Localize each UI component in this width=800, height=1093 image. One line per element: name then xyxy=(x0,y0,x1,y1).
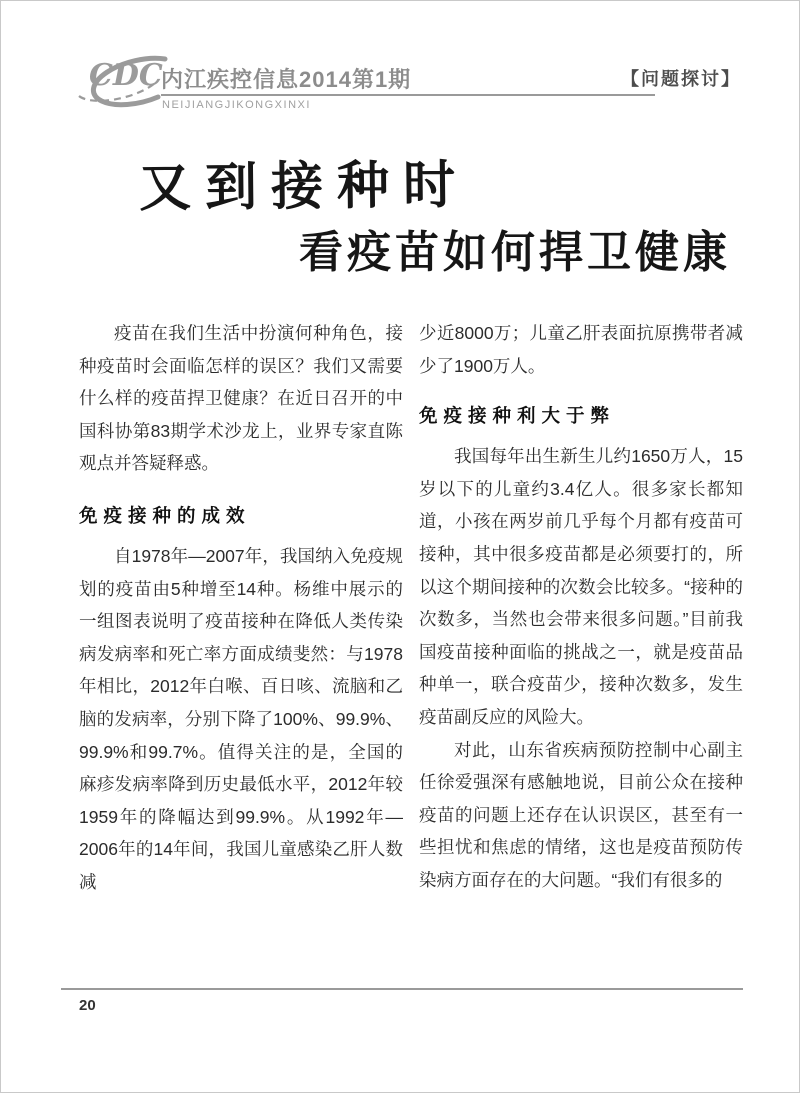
logo-text: CDC xyxy=(89,58,163,93)
article-title-line2: 看疫苗如何捍卫健康 xyxy=(299,227,731,278)
paragraph-intro: 疫苗在我们生活中扮演何种角色，接种疫苗时会面临怎样的误区？我们又需要什么样的疫苗捍卫健康？在近日召开的中国科协第83期学术沙龙上，业界专家直陈观点并答疑释惑。 xyxy=(79,323,403,474)
section-heading-results: 免疫接种的成效 xyxy=(79,504,251,526)
bulletin-subtitle: NEIJIANGJIKONGXINXI xyxy=(162,99,311,111)
masthead-rule xyxy=(161,94,655,96)
left-column xyxy=(79,317,403,899)
page-number: 20 xyxy=(79,997,96,1014)
section-label: 【问题探讨】 xyxy=(621,69,741,89)
paragraph-continuation: 少近8000万；儿童乙肝表面抗原携带者减少了1900万人。 xyxy=(419,323,743,376)
bulletin-title: 内江疾控信息2014第1期 xyxy=(161,67,412,92)
article-title-line1: 又到接种时 xyxy=(138,154,470,219)
right-column xyxy=(419,317,743,899)
paragraph-benefits: 我国每年出生新生儿约1650万人，15岁以下的儿童约3.4亿人。很多家长都知道，小孩在两岁前几乎每个月都有疫苗可接种，其中很多疫苗都是必须要打的，所以这个期间接种的次数会比较多。“接种的次数多，当然也会带来很多问题。”目前我国疫苗接种面临的挑战之一，就是疫苗品种单一，联合疫苗少，接种次数多，发生疫苗副反应的风险大。 xyxy=(419,446,743,727)
section-heading-benefits: 免疫接种利大于弊 xyxy=(419,405,616,427)
paragraph-expert: 对此，山东省疾病预防控制中心副主任徐爱强深有感触地说，目前公众在接种疫苗的问题上还存在认识误区，甚至有一些担忧和焦虑的情绪，这也是疫苗预防传染病方面存在的大问题。“我们有很多的 xyxy=(419,739,743,890)
article-body xyxy=(79,317,743,899)
masthead xyxy=(1,1,799,131)
footer-rule xyxy=(61,988,743,990)
paragraph-results: 自1978年—2007年，我国纳入免疫规划的疫苗由5种增至14种。杨维中展示的一组图表说明了疫苗接种在降低人类传染病发病率和死亡率方面成绩斐然：与1978年相比，2012年白喉、百日咳、流脑和乙脑的发病率，分别下降了100%、99.9%、99.9%和99.7%。值得关注的是，全国的麻疹发病率降到历史最低水平，2012年较1959年的降幅达到99.9%。从1992年—2006年的14年间，我国儿童感染乙肝人数减 xyxy=(79,545,403,892)
